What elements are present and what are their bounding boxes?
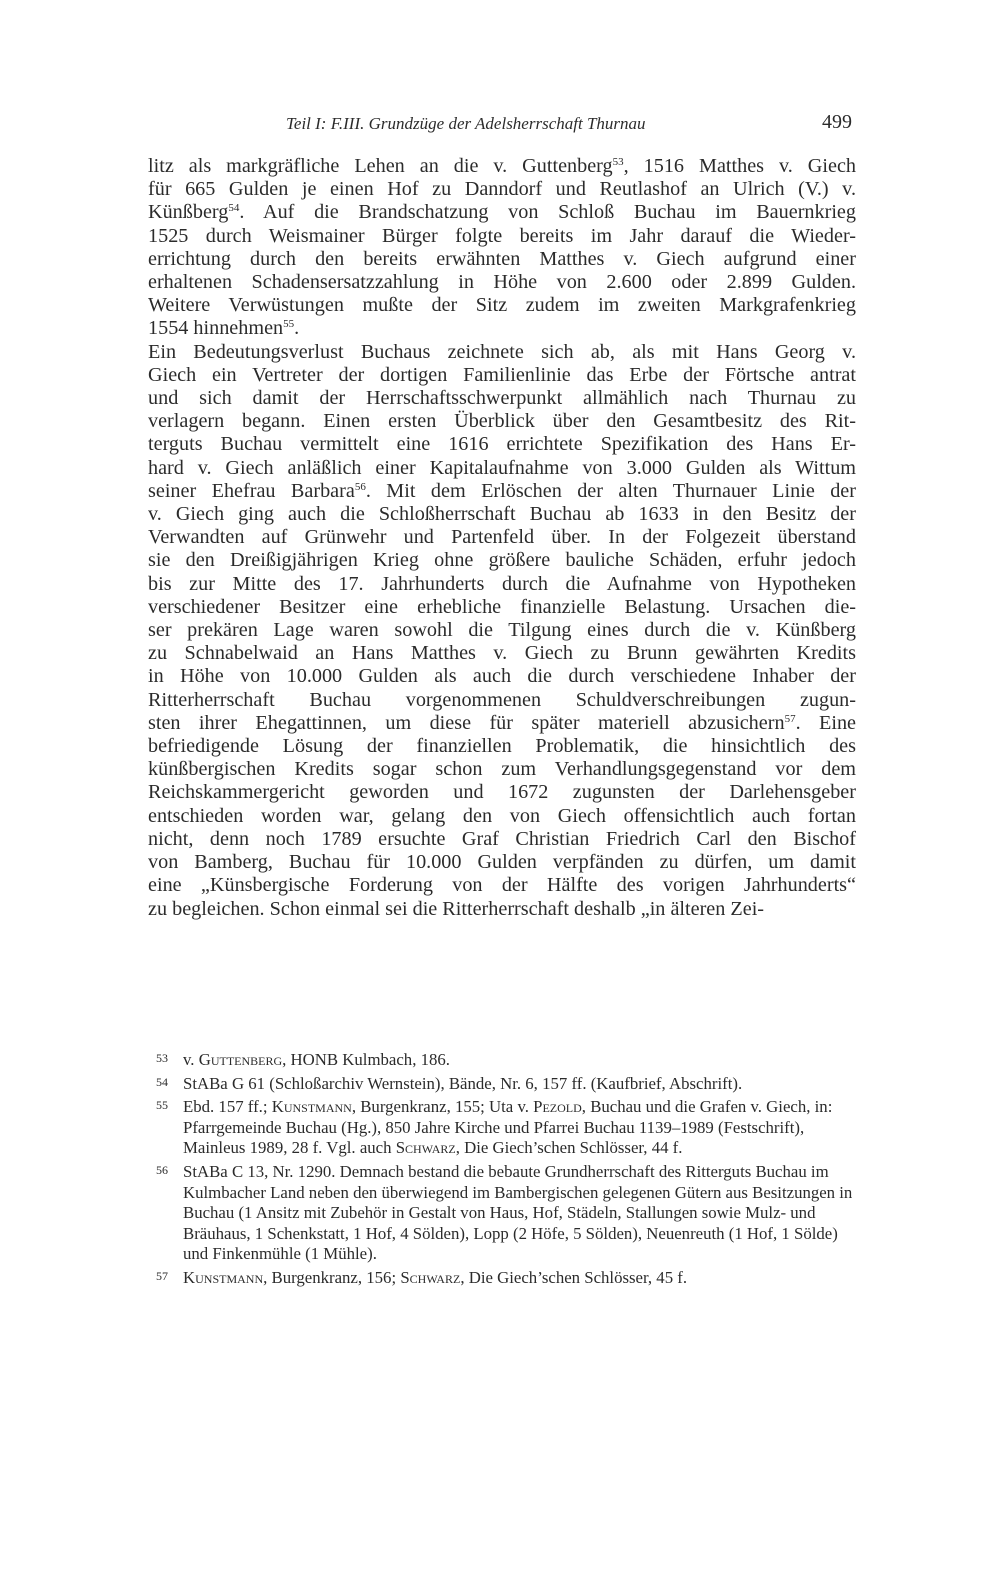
footnote-number: 55 [156,1098,168,1113]
footnote-ref[interactable]: 54 [228,202,240,215]
text-line: Weitere Verwüstungen mußte der Sitz zudem im zweiten Markgrafenkrieg [148,294,856,317]
running-title: Teil I: F.III. Grundzüge der Adelsherrschaft Thurnau [286,114,646,133]
text-line: und sich damit der Herrschaftsschwerpunkt allmählich nach Thurnau zu [148,387,856,410]
text-line: Ritterherrschaft Buchau vorgenommenen Schuldverschreibungen zugun- [148,688,856,711]
text-line: errichtung durch den bereits erwähnten Matthes v. Giech aufgrund einer [148,247,856,270]
text-line: 1525 durch Weismainer Bürger folgte bereits im Jahr darauf die Wieder- [148,224,856,247]
text-line: ser prekären Lage waren sowohl die Tilgung eines durch die v. Künßberg [148,619,856,642]
footnote-ref[interactable]: 53 [612,156,624,168]
body-text [148,155,856,921]
text-line: 1554 hinnehmen$^{55}$. [148,317,300,340]
text-line: entschieden worden war, gelang den von Giech offensichtlich auch fortan [148,804,856,827]
text-line: befriedigende Lösung der finanziellen Problematik, die hinsichtlich des [148,735,856,758]
text-line: sten ihrer Ehegattinnen, um diese für später materiell abzusichern$^{57}$. Eine [148,711,857,734]
page-number: 499 [822,111,852,133]
text-line: Ein Bedeutungsverlust Buchaus zeichnete sich ab, als mit Hans Georg v. [148,340,856,363]
text-line: von Bamberg, Buchau für 10.000 Gulden verpfänden zu dürfen, um damit [148,851,856,874]
text-line: seiner Ehefrau Barbara$^{56}$. Mit dem Erlöschen der alten Thurnauer Linie der [148,479,856,502]
text-line: verschiedener Besitzer eine erhebliche finanzielle Belastung. Ursachen die- [148,595,856,618]
footnote-ref[interactable]: 55 [283,318,295,331]
footnote-ref[interactable]: 57 [784,712,796,725]
footnote-ref[interactable]: 56 [354,480,366,493]
text-line: zu begleichen. Schon einmal sei die Ritterherrschaft deshalb „in älteren Zei- [148,897,765,920]
footnote-number: 57 [156,1268,168,1283]
text-line: zu Schnabelwaid an Hans Matthes v. Giech zu Brunn gewährten Kredits [148,642,856,665]
text-line: verlagern begann. Einen ersten Überblick über den Gesamtbesitz des Rit- [148,410,856,433]
footnote-53: 53 v. Guttenberg, HONB Kulmbach, 186. [156,1050,450,1069]
text-line: eine „Künsbergische Forderung von der Hälfte des vorigen Jahrhunderts“ [148,874,856,897]
footnotes [148,1050,856,1292]
text-line: hard v. Giech anläßlich einer Kapitalaufnahme von 3.000 Gulden als Wittum [148,456,856,479]
text-line: künßbergischen Kredits sogar schon zum Verhandlungsgegenstand vor dem [148,758,856,781]
text-line: litz als markgräfliche Lehen an die v. Guttenberg$^{53}$, 1516 Matthes v. Giech [148,155,856,177]
text-line: Verwandten auf Grünwehr und Partenfeld über. In der Folgezeit überstand [148,526,856,549]
footnote-number: 54 [156,1074,168,1089]
footnote-number: 53 [156,1051,168,1065]
footnote-56: 56 StABa C 13, Nr. 1290. Demnach bestand die bebaute Grundherrschaft des Ritterguts Buchau im Kulmbacher Land neben den überwiegend im Bambergischen gelegenen Gütern aus Besitzungen in Buchau (1 Ansitz mit Zubehör in Gestalt von Haus, Hof, Städeln, Stallungen sowie Mulz- und Bräuhaus, 1 Schenkstatt, 1 Hof, 4 Sölden), Lopp (2 Höfe, 5 Sölden), Neuenreuth (1 Hof, 1 Sölde) und Finkenmühle (1 Mühle). [156,1161,853,1264]
text-line: Künßberg$^{54}$. Auf die Brandschatzung von Schloß Buchau im Bauernkrieg [148,201,856,224]
text-line: in Höhe von 10.000 Gulden als auch die durch verschiedene Inhaber der [148,665,856,688]
footnote-54: 54 StABa G 61 (Schloßarchiv Wernstein), Bände, Nr. 6, 157 ff. (Kaufbrief, Abschrift). [156,1073,743,1093]
footnote-57: 57 Kunstmann, Burgenkranz, 156; Schwarz, Die Giech’schen Schlösser, 45 f. [156,1267,688,1287]
text-line: für 665 Gulden je einen Hof zu Danndorf und Reutlashof an Ulrich (V.) v. [148,178,856,201]
text-line: erhaltenen Schadensersatzzahlung in Höhe von 2.600 oder 2.899 Gulden. [148,271,856,294]
running-header [286,111,852,134]
text-line: terguts Buchau vermittelt eine 1616 errichtete Spezifikation des Hans Er- [148,433,856,456]
text-line: nicht, denn noch 1789 ersuchte Graf Christian Friedrich Carl den Bischof [148,827,856,850]
text-line: Reichskammergericht geworden und 1672 zugunsten der Darlehensgeber [148,781,856,804]
footnote-number: 56 [156,1162,168,1177]
text-line: bis zur Mitte des 17. Jahrhunderts durch die Aufnahme von Hypotheken [148,572,856,595]
footnote-55: 55 Ebd. 157 ff.; Kunstmann, Burgenkranz, 155; Uta v. Pezold, Buchau und die Grafen v. Giech, in: Pfarrgemeinde Buchau (Hg.), 850 Jahre Kirche und Pfarrei Buchau 1139–1989 (Festschrift), Mainleus 1989, 28 f. Vgl. auch Schwarz, Die Giech’schen Schlösser, 44 f. [156,1097,833,1158]
text-line: sie den Dreißigjährigen Krieg ohne größere bauliche Schäden, erfuhr jedoch [148,549,856,572]
text-line: Giech ein Vertreter der dortigen Familienlinie das Erbe der Förtsche antrat [148,363,856,386]
text-line: v. Giech ging auch die Schloßherrschaft Buchau ab 1633 in den Besitz der [148,503,856,526]
